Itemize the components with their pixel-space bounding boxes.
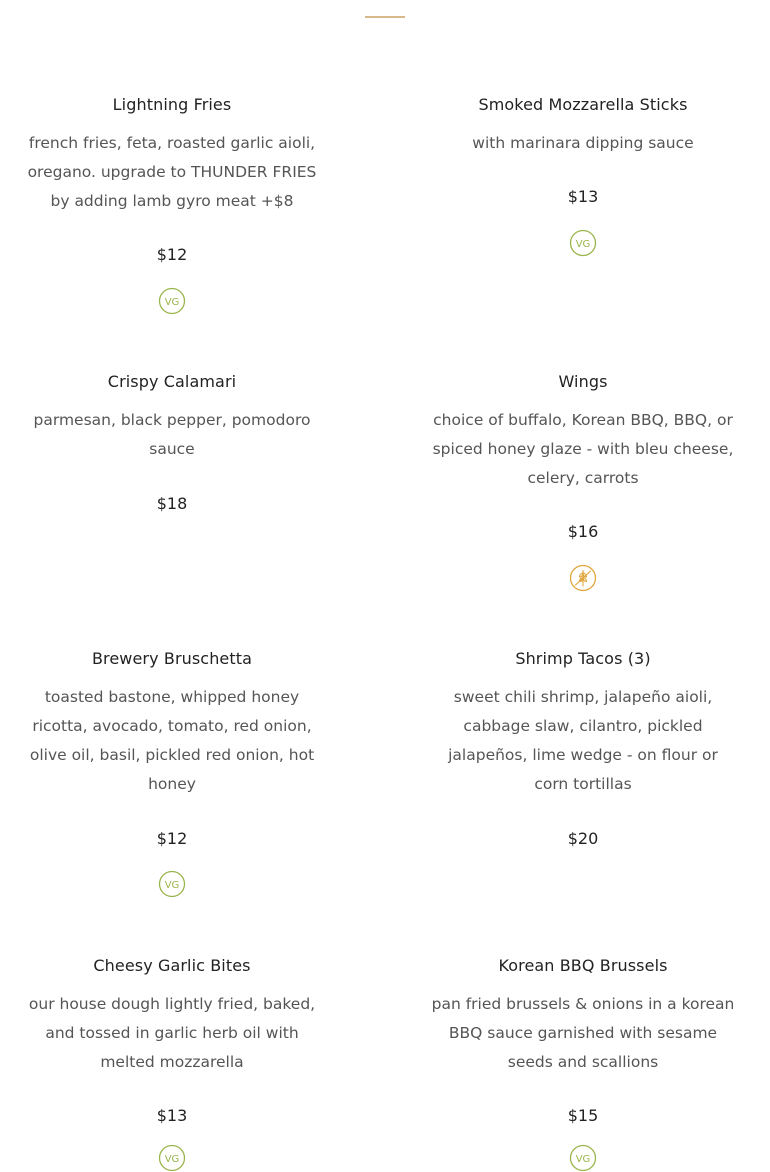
item-description: toasted bastone, whipped honey ricotta, avocado, tomato, red onion, olive oil, basil, pickled red onion, hot honey <box>29 688 315 793</box>
item-name: Brewery Bruschetta <box>91 649 253 668</box>
item-price: $18 <box>156 494 188 513</box>
item-description: with marinara dipping sauce <box>472 134 694 152</box>
item-price: $12 <box>156 829 188 848</box>
item-description: parmesan, black pepper, pomodoro sauce <box>33 411 311 458</box>
item-price: $20 <box>567 829 599 848</box>
vegetarian-badge-icon <box>158 1144 186 1165</box>
svg-text:VG: VG <box>164 1154 180 1165</box>
vegetarian-badge-icon <box>158 287 186 315</box>
svg-text:VG: VG <box>164 297 180 308</box>
item-price: $16 <box>567 522 599 541</box>
item-price: $12 <box>156 245 188 264</box>
item-price: $13 <box>567 187 599 206</box>
item-name: Wings <box>558 372 608 391</box>
item-name: Lightning Fries <box>112 95 232 114</box>
svg-text:VG: VG <box>575 1154 591 1165</box>
item-name: Smoked Mozzarella Sticks <box>478 95 688 114</box>
item-description: pan fried brussels & onions in a korean BBQ sauce garnished with sesame seeds and scallions <box>431 995 735 1071</box>
item-price: $15 <box>567 1106 599 1125</box>
section-divider <box>365 16 405 18</box>
item-description: our house dough lightly fried, baked, and tossed in garlic herb oil with melted mozzarella <box>28 995 316 1071</box>
item-name: Crispy Calamari <box>107 372 237 391</box>
vegetarian-badge-icon <box>158 870 186 898</box>
item-name: Korean BBQ Brussels <box>498 956 668 975</box>
item-name: Cheesy Garlic Bites <box>93 956 251 975</box>
svg-text:VG: VG <box>164 880 180 891</box>
item-name: Shrimp Tacos (3) <box>515 649 651 668</box>
vegetarian-badge-icon <box>569 1144 597 1165</box>
gluten-free-badge-icon <box>569 564 597 592</box>
vegetarian-badge-icon <box>569 229 597 257</box>
item-description: french fries, feta, roasted garlic aioli, oregano. upgrade to THUNDER FRIES by adding lamb gyro meat +$8 <box>27 134 317 210</box>
item-description: sweet chili shrimp, jalapeño aioli, cabbage slaw, cilantro, pickled jalapeños, lime wedge - on flour or corn tortillas <box>448 688 718 793</box>
item-price: $13 <box>156 1106 188 1125</box>
svg-text:VG: VG <box>575 239 591 250</box>
item-description: choice of buffalo, Korean BBQ, BBQ, or spiced honey glaze - with bleu cheese, celery, carrots <box>432 411 734 487</box>
